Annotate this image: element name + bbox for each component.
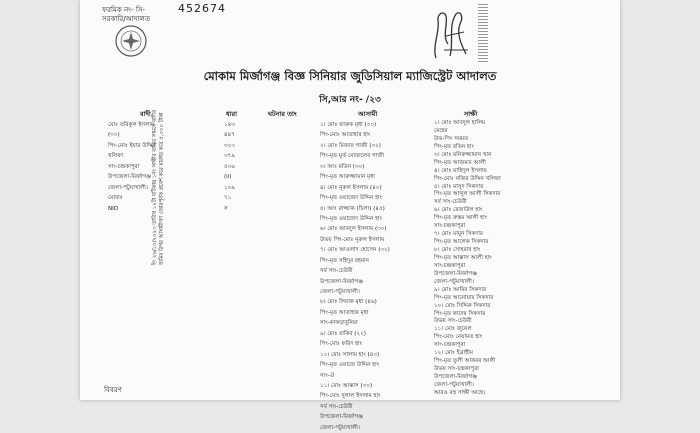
column-header-accused: আসামী xyxy=(358,110,378,118)
accused-line: ৯। মোঃ রাকিব (২২) xyxy=(320,330,366,337)
accused-line: পিং-মৃত ওয়াজে উদ্দিন হাং xyxy=(320,362,380,369)
witness-line: উভয় সাং-চন্দ্রকাপুরা xyxy=(434,366,479,373)
court-title: মোকাম মির্জাগঞ্জ বিজ্ঞ সিনিয়ার জুডিসিয়াল ম্যাজিস্ট্রেট আদালত xyxy=(203,69,497,83)
witness-line: পিং-মৃত রতিন হাং xyxy=(434,143,474,150)
form-number-label: ফরমিক নং- সি- xyxy=(102,6,146,14)
accused-line: উপজেলা-মির্জাগঞ্জ xyxy=(320,278,363,285)
column-header-section: ধারা xyxy=(226,110,237,118)
document-page xyxy=(80,0,620,431)
accused-line: পিং-মোঃ দুলাল ইসলাম হাং xyxy=(320,393,381,400)
plaintiff-line: মোবাঃ xyxy=(108,195,123,202)
plaintiff-line: সাং-চন্দ্রকাপুরা xyxy=(108,163,140,170)
witness-line: সাং-চন্দ্রকাপুরা xyxy=(434,342,466,349)
accused-line: পিং-মৃত সহিদুর রহমান xyxy=(320,257,370,264)
plaintiff-line: NID xyxy=(108,205,119,212)
accused-line: ৮। মোঃ লিয়াক মৃধা (৪৬) xyxy=(320,299,377,306)
witness-line: ৫। মোঃ মাসুদ সিকদার xyxy=(434,183,484,190)
accused-line: ১। মোঃ ফারুক মৃধা (৩০) xyxy=(320,122,377,128)
accused-line: ৪। মোঃ নূরুল ইসলাম (৪০) xyxy=(320,184,382,191)
witness-line: পিং-মৃত রুস্তম আলী হাং xyxy=(434,215,488,222)
witness-line: সাং-চন্দ্রকাপুরা xyxy=(434,262,466,269)
case-number: সি,আর নং- /২৩ xyxy=(319,95,381,105)
accused-column xyxy=(320,120,390,433)
witness-line: ৪। মোঃ মাহিদুল ইসলাম xyxy=(434,167,487,174)
section-line: ৭১ xyxy=(224,195,232,202)
accused-line: উভয় পিং-মোঃ নূরুল ইসলাম xyxy=(320,236,385,243)
accused-line: পিং-মৃত আতাহার মৃধা xyxy=(320,309,369,316)
accused-line: ৫। আঃ রাজ্জাক (চিলা) (৪৫) xyxy=(320,205,385,212)
accused-line: পিং-মোঃ ফরিদ হাং xyxy=(320,341,363,348)
section-line: ১৪৩ xyxy=(224,122,235,128)
accused-line: পিং-মোঃ আতাহার হাং xyxy=(320,132,371,139)
section-line: ৩২৩ xyxy=(224,142,235,149)
accused-line: জেলা-পটুয়াখালী। xyxy=(320,424,360,431)
accused-line: সর্ব সাং-চেউরী xyxy=(320,268,353,275)
witness-line: ১০। মোঃ সিদ্দিক সিকদার xyxy=(434,302,491,309)
accused-line: পিং-মৃত মুর্ত মোতালেব গাজী xyxy=(320,153,385,160)
section-line: ৫০৬ xyxy=(224,163,235,170)
witness-line: উভ-পিং সমমত xyxy=(434,135,469,142)
witness-line: ৩। মোঃ মনিরুজ্জামান খান xyxy=(434,151,492,158)
accused-line: সাং-কাকড়াবুনিয়া xyxy=(320,320,358,327)
signature-stamp-icon xyxy=(430,6,474,64)
column-header-witness: সাক্ষী xyxy=(464,110,478,118)
form-type-label: সরকারি/আদালত xyxy=(102,15,150,23)
accused-line: ১১। মোঃ আক্কাস (৩০) xyxy=(320,382,373,389)
accused-line: সর্ব সাং-চেউরী xyxy=(320,403,353,410)
accused-line: পিং-মৃত আরুজ্জামান মৃধা xyxy=(320,174,375,181)
witness-line: পিং-মৃত কাদের সিকদার xyxy=(434,310,486,317)
plaintiff-line: পিং-মোঃ ইয়ার উদ্দিন xyxy=(108,142,156,149)
section-line: ৪৪৭ xyxy=(224,132,235,139)
witness-line: উপজেলা-মির্জাগঞ্জ xyxy=(434,374,477,380)
accused-line: সাং-ঐ xyxy=(320,372,335,379)
section-column xyxy=(224,120,235,214)
accused-line: উপজেলা-মির্জাগঞ্জ xyxy=(320,414,363,421)
witness-line: সাং-চন্দ্রকাপুরা xyxy=(434,223,466,230)
witness-line: আরও বহু সাক্ষী আছে। xyxy=(434,389,486,396)
accused-line: ৩। আঃ মতিন (৩০) xyxy=(320,163,365,170)
description-label: বিবরণ xyxy=(104,386,122,394)
section-line: ১০৯ xyxy=(224,184,235,191)
column-header-date: ঘটনার তাং xyxy=(268,110,297,118)
witness-line: ৮। মোঃ সোহরাব হাং xyxy=(434,247,481,253)
witness-line: মেহের xyxy=(434,127,448,134)
witness-line: পিং-মোঃ নেয়ামত হাং xyxy=(434,334,483,341)
witness-line: পিং-মৃত আলেক সিকদার xyxy=(434,239,489,246)
section-line: ৩৭৯ xyxy=(224,153,235,160)
accused-line: ৬। মোঃ আবদুল ইসলাম (৩০) xyxy=(320,226,387,233)
note-line: জমির উপর আসামীগণ জোরপূর্বক প্রবেশ করে মারধর করে ৫,০০০ টাকা xyxy=(159,112,165,265)
witness-line: পিং-মৃত আনোয়ার সিকদার xyxy=(434,294,494,301)
witness-line: ১। মোঃ আবদুল হালিম xyxy=(434,120,486,126)
section-line: স xyxy=(224,205,228,212)
note-line: ইং ২৬/১০/২০২৩ তারিখ ১২টা ঘটিকায় ১নং সাক্ষীর বাড়ির সামনে বাদীর xyxy=(152,109,158,265)
serial-number: 452674 xyxy=(178,2,226,15)
witness-line: পিং-মোঃ নজির উদ্দিন খলিফা xyxy=(434,175,501,182)
government-emblem-icon xyxy=(114,24,148,58)
witness-line: পিং-মৃত আক্কাস আলী হাং xyxy=(434,254,492,261)
plaintiff-line: মোঃ তরিকুল ইসলাম xyxy=(108,122,154,128)
section-line: (ii) xyxy=(224,174,232,181)
plaintiff-line: জেলা-পটুয়াখালী। xyxy=(108,184,148,191)
column-header-plaintiff: বাদী xyxy=(140,110,151,118)
incident-description-note xyxy=(152,110,166,265)
accused-line: পিং-মৃত ওয়াজেদ উদ্দিন হাং xyxy=(320,195,383,202)
plaintiff-line: (৩০) xyxy=(108,132,120,139)
plaintiff-line: উপজেলা-মির্জাগঞ্জ xyxy=(108,174,151,181)
accused-line: ১০। মোঃ সালাম হাং (৪৩) xyxy=(320,351,380,358)
accused-line: ৭। মোঃ আওলাদ হোসেন (৩২) xyxy=(320,247,390,254)
plaintiff-column xyxy=(108,120,156,214)
witness-line: ১১। মোঃ জুয়েল xyxy=(434,326,472,333)
witness-line: ৯। মোঃ আমির সিকদার xyxy=(434,286,487,293)
witness-line: পিং-মৃত আজমত আলী xyxy=(434,159,486,166)
witness-line: জেলা-পটুয়াখালী। xyxy=(434,381,474,388)
witness-line: জেলা-পটুয়াখালী। xyxy=(434,278,474,285)
witness-line: ৭। মোঃ মামুন সিকদার xyxy=(434,231,483,238)
plaintiff-line: খলিফা xyxy=(108,153,124,160)
witness-line: ১২। মোঃ ইব্রাহীম xyxy=(434,350,473,357)
witness-line: উপজেলা-মির্জাগঞ্জ xyxy=(434,270,477,277)
witness-line: উভয় সাং-চেউরী xyxy=(434,318,472,325)
witness-line: সর্ব সাং-চেউরী xyxy=(434,199,467,206)
witness-line: ৬। মোঃ রেজাউল হাং xyxy=(434,207,483,214)
margin-barcode xyxy=(478,4,488,62)
accused-line: ২। মোঃ মিজান গাজী (৩২) xyxy=(320,142,381,149)
witness-line: পিং-মৃত তুলী আকবর আলী xyxy=(434,358,496,365)
accused-line: পিং-মৃত ওয়াজেদ উদ্দিন হাং xyxy=(320,215,383,222)
witness-line: পিং-মৃত আব্দুল আলী সিকদার xyxy=(434,191,501,198)
witness-column xyxy=(434,120,501,398)
accused-line: জেলা-পটুয়াখালী। xyxy=(320,289,360,295)
